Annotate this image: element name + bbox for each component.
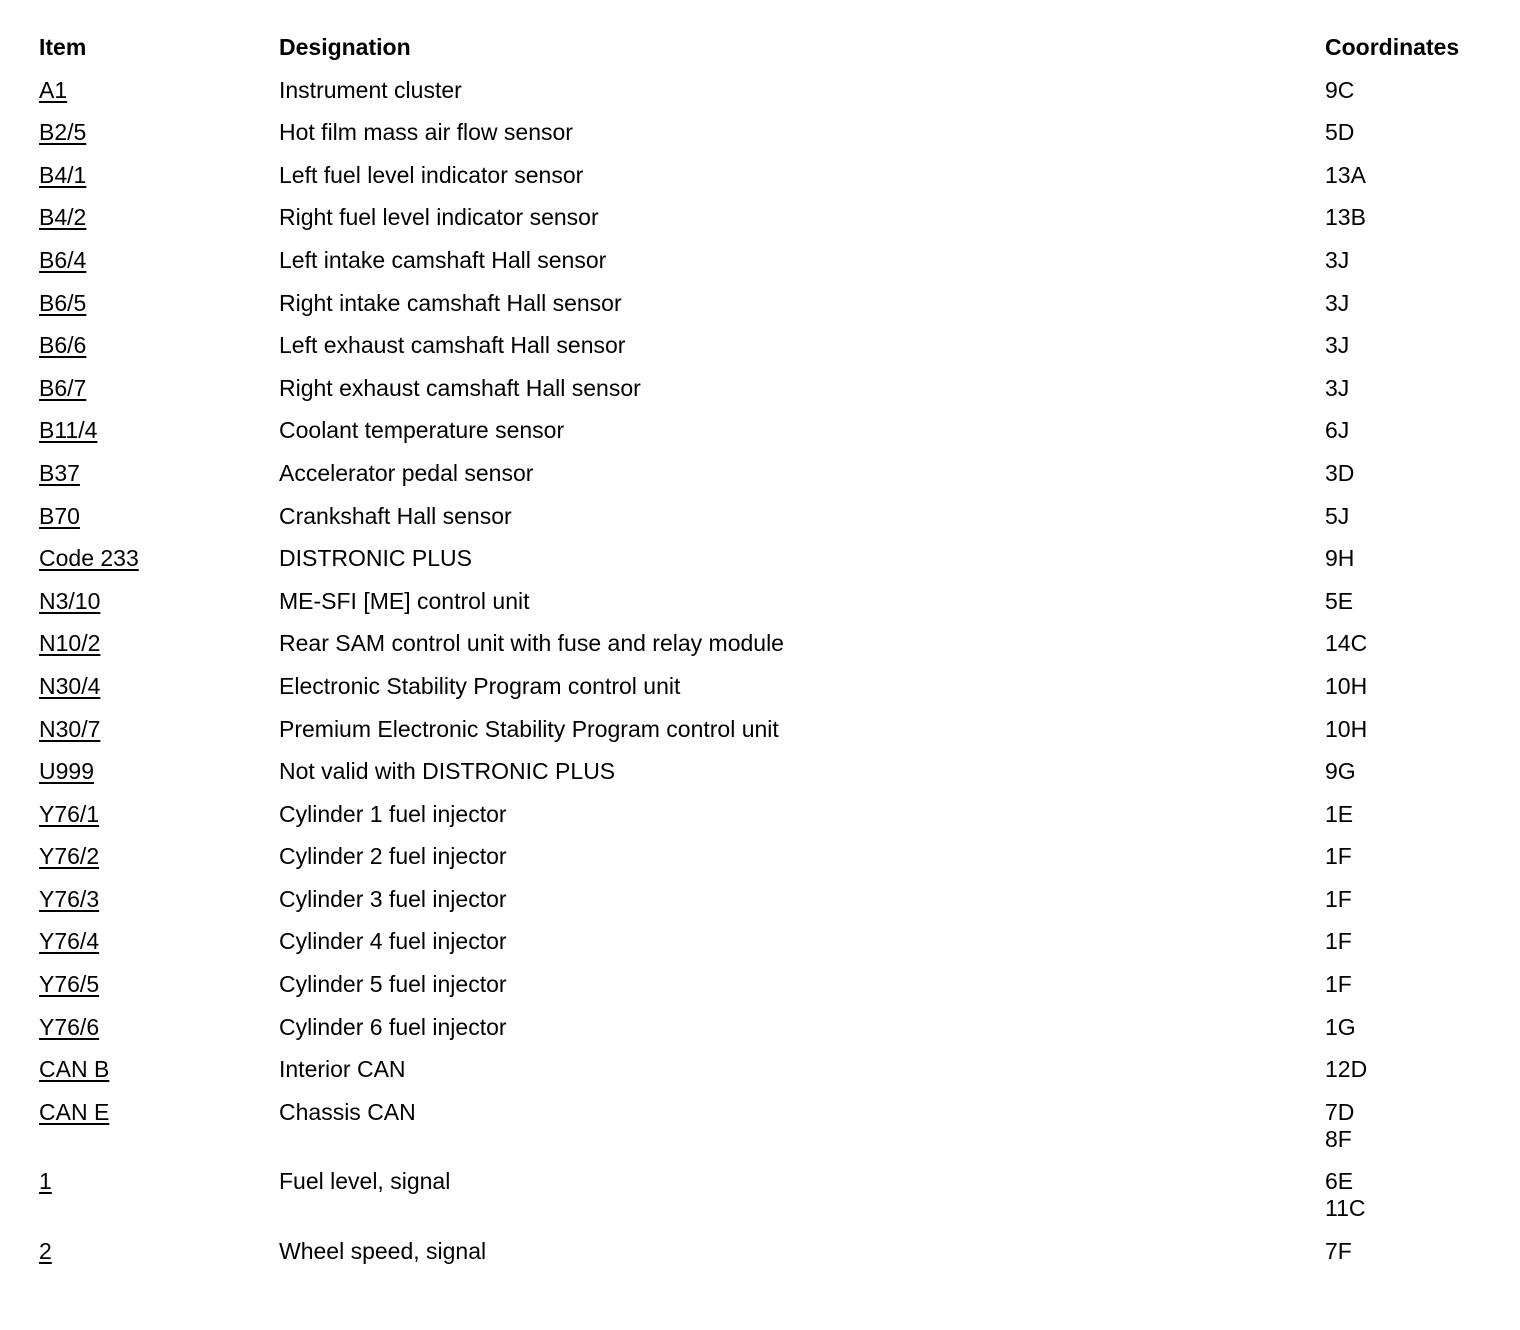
coordinate-value: 6E [1325,1168,1354,1195]
item-cell [39,375,279,402]
item-cell [39,204,279,231]
table-row [39,247,1489,274]
designation-cell: DISTRONIC PLUS [279,545,472,572]
coordinate-value: 1F [1325,885,1352,912]
table-row [39,77,1489,104]
coordinate-value: 14C [1325,630,1368,657]
item-link[interactable]: B11/4 [39,417,98,444]
coordinate-value: 3J [1325,332,1350,359]
item-cell [39,77,279,104]
item-cell [39,460,279,487]
table-header [39,34,1489,61]
designation-cell: Interior CAN [279,1056,406,1083]
designation-cell: Left intake camshaft Hall sensor [279,246,607,273]
coordinates-cell [1325,290,1489,317]
item-link[interactable]: 1 [39,1168,52,1195]
table-row [39,801,1489,828]
table-row [39,716,1489,743]
item-link[interactable]: Code 233 [39,545,139,572]
table-row [39,758,1489,785]
table-row [39,843,1489,870]
coordinate-value: 5D [1325,119,1355,146]
coordinate-value: 3J [1325,374,1350,401]
designation-cell: Rear SAM control unit with fuse and relay module [279,630,784,657]
designation-cell: Right intake camshaft Hall sensor [279,289,622,316]
item-cell [39,417,279,444]
designation-cell: Accelerator pedal sensor [279,459,534,486]
item-link[interactable]: B37 [39,459,80,486]
coordinate-value: 6J [1325,417,1350,444]
designation-cell: Cylinder 5 fuel injector [279,971,507,998]
designation-cell: Hot film mass air flow sensor [279,119,573,146]
item-link[interactable]: Y76/6 [39,1013,100,1040]
header-designation: Designation [279,34,411,60]
item-link[interactable]: Y76/1 [39,800,100,827]
table-row [39,204,1489,231]
item-link[interactable]: Y76/3 [39,885,100,912]
table-row [39,1099,1489,1153]
item-link[interactable]: N30/4 [39,672,101,699]
item-link[interactable]: B6/4 [39,246,87,273]
item-link[interactable]: Y76/2 [39,843,100,870]
table-body [39,77,1489,1265]
item-link[interactable]: B6/5 [39,289,87,316]
table-row [39,162,1489,189]
table-row [39,332,1489,359]
coordinates-cell [1325,162,1489,189]
item-cell [39,886,279,913]
coordinates-cell [1325,928,1489,955]
item-cell [39,1014,279,1041]
designation-cell: ME-SFI [ME] control unit [279,587,530,614]
designation-cell: Wheel speed, signal [279,1238,487,1265]
coordinates-cell [1325,1168,1489,1222]
table-row [39,1168,1489,1222]
coordinates-cell [1325,247,1489,274]
item-cell [39,247,279,274]
coordinate-value: 9G [1325,758,1356,785]
coordinate-value: 1F [1325,843,1352,870]
coordinates-cell [1325,843,1489,870]
item-link[interactable]: Y76/5 [39,971,100,998]
coordinates-cell [1325,503,1489,530]
coordinates-cell [1325,1056,1489,1083]
table-row [39,290,1489,317]
coordinates-cell [1325,886,1489,913]
item-cell [39,971,279,998]
item-link[interactable]: CAN E [39,1098,110,1125]
item-cell [39,545,279,572]
item-cell [39,503,279,530]
coordinate-value: 3D [1325,459,1355,486]
item-cell [39,332,279,359]
designation-cell: Left fuel level indicator sensor [279,161,584,188]
table-row [39,503,1489,530]
table-row [39,971,1489,998]
coordinate-value: 7D [1325,1098,1355,1125]
coordinates-cell [1325,1014,1489,1041]
item-cell [39,290,279,317]
item-link[interactable]: CAN B [39,1056,110,1083]
item-cell [39,1056,279,1083]
coordinates-cell [1325,77,1489,104]
coordinate-value: 1G [1325,1013,1356,1040]
header-item: Item [39,34,87,60]
item-cell [39,843,279,870]
designation-cell: Cylinder 1 fuel injector [279,800,507,827]
item-cell [39,928,279,955]
table-row [39,460,1489,487]
table-row [39,119,1489,146]
coordinate-value: 11C [1325,1195,1366,1222]
designation-cell: Electronic Stability Program control unit [279,672,681,699]
designation-cell: Left exhaust camshaft Hall sensor [279,332,626,359]
coordinates-cell [1325,460,1489,487]
coordinates-cell [1325,417,1489,444]
coordinates-cell [1325,119,1489,146]
item-cell [39,162,279,189]
item-cell [39,119,279,146]
item-cell [39,1168,279,1195]
coordinates-cell [1325,716,1489,743]
item-cell [39,1099,279,1126]
item-link[interactable]: N10/2 [39,630,101,657]
designation-cell: Crankshaft Hall sensor [279,502,512,529]
item-link[interactable]: B6/6 [39,332,87,359]
item-cell [39,1238,279,1265]
table-row [39,545,1489,572]
item-link[interactable]: B2/5 [39,119,87,146]
component-legend-table [39,34,1489,1281]
table-row [39,630,1489,657]
item-link[interactable]: N30/7 [39,715,101,742]
item-cell [39,588,279,615]
item-cell [39,758,279,785]
designation-cell: Cylinder 4 fuel injector [279,928,507,955]
item-cell [39,673,279,700]
item-link[interactable]: Y76/4 [39,928,100,955]
coordinate-value: 13B [1325,204,1366,231]
item-cell [39,716,279,743]
coordinate-value: 3J [1325,246,1350,273]
coordinates-cell [1325,630,1489,657]
designation-cell: Coolant temperature sensor [279,417,565,444]
coordinate-value: 1F [1325,971,1352,998]
coordinate-value: 8F [1325,1125,1352,1152]
coordinates-cell [1325,1238,1489,1265]
coordinates-cell [1325,971,1489,998]
table-row [39,588,1489,615]
designation-cell: Cylinder 2 fuel injector [279,843,507,870]
coordinates-cell [1325,375,1489,402]
coordinates-cell [1325,758,1489,785]
coordinates-cell [1325,673,1489,700]
table-row [39,673,1489,700]
designation-cell: Cylinder 6 fuel injector [279,1013,507,1040]
coordinate-value: 13A [1325,161,1366,188]
coordinates-cell [1325,1099,1489,1153]
designation-cell: Cylinder 3 fuel injector [279,885,507,912]
designation-cell: Instrument cluster [279,76,462,103]
item-cell [39,801,279,828]
header-coordinates: Coordinates [1325,34,1460,60]
coordinates-cell [1325,545,1489,572]
coordinate-value: 9C [1325,76,1355,103]
designation-cell: Not valid with DISTRONIC PLUS [279,758,616,785]
designation-cell: Right fuel level indicator sensor [279,204,599,231]
coordinates-cell [1325,204,1489,231]
table-row [39,417,1489,444]
item-link[interactable]: B70 [39,502,80,529]
coordinates-cell [1325,588,1489,615]
table-row [39,1238,1489,1265]
item-link[interactable]: B6/7 [39,374,87,401]
coordinate-value: 3J [1325,289,1350,316]
table-row [39,375,1489,402]
item-link[interactable]: 2 [39,1238,52,1265]
coordinate-value: 1F [1325,928,1352,955]
item-link[interactable]: N3/10 [39,587,101,614]
designation-cell: Chassis CAN [279,1098,416,1125]
table-row [39,928,1489,955]
item-cell [39,630,279,657]
item-link[interactable]: U999 [39,758,94,785]
coordinate-value: 1E [1325,800,1354,827]
designation-cell: Right exhaust camshaft Hall sensor [279,374,641,401]
coordinate-value: 5E [1325,587,1354,614]
designation-cell: Premium Electronic Stability Program control unit [279,715,779,742]
coordinates-cell [1325,332,1489,359]
coordinates-cell [1325,801,1489,828]
table-row [39,1014,1489,1041]
table-row [39,1056,1489,1083]
coordinate-value: 10H [1325,715,1368,742]
table-row [39,886,1489,913]
coordinate-value: 12D [1325,1056,1368,1083]
designation-cell: Fuel level, signal [279,1168,451,1195]
coordinate-value: 10H [1325,672,1368,699]
coordinate-value: 7F [1325,1238,1352,1265]
coordinate-value: 5J [1325,502,1350,529]
item-link[interactable]: B4/1 [39,161,87,188]
coordinate-value: 9H [1325,545,1355,572]
item-link[interactable]: B4/2 [39,204,87,231]
item-link[interactable]: A1 [39,76,68,103]
